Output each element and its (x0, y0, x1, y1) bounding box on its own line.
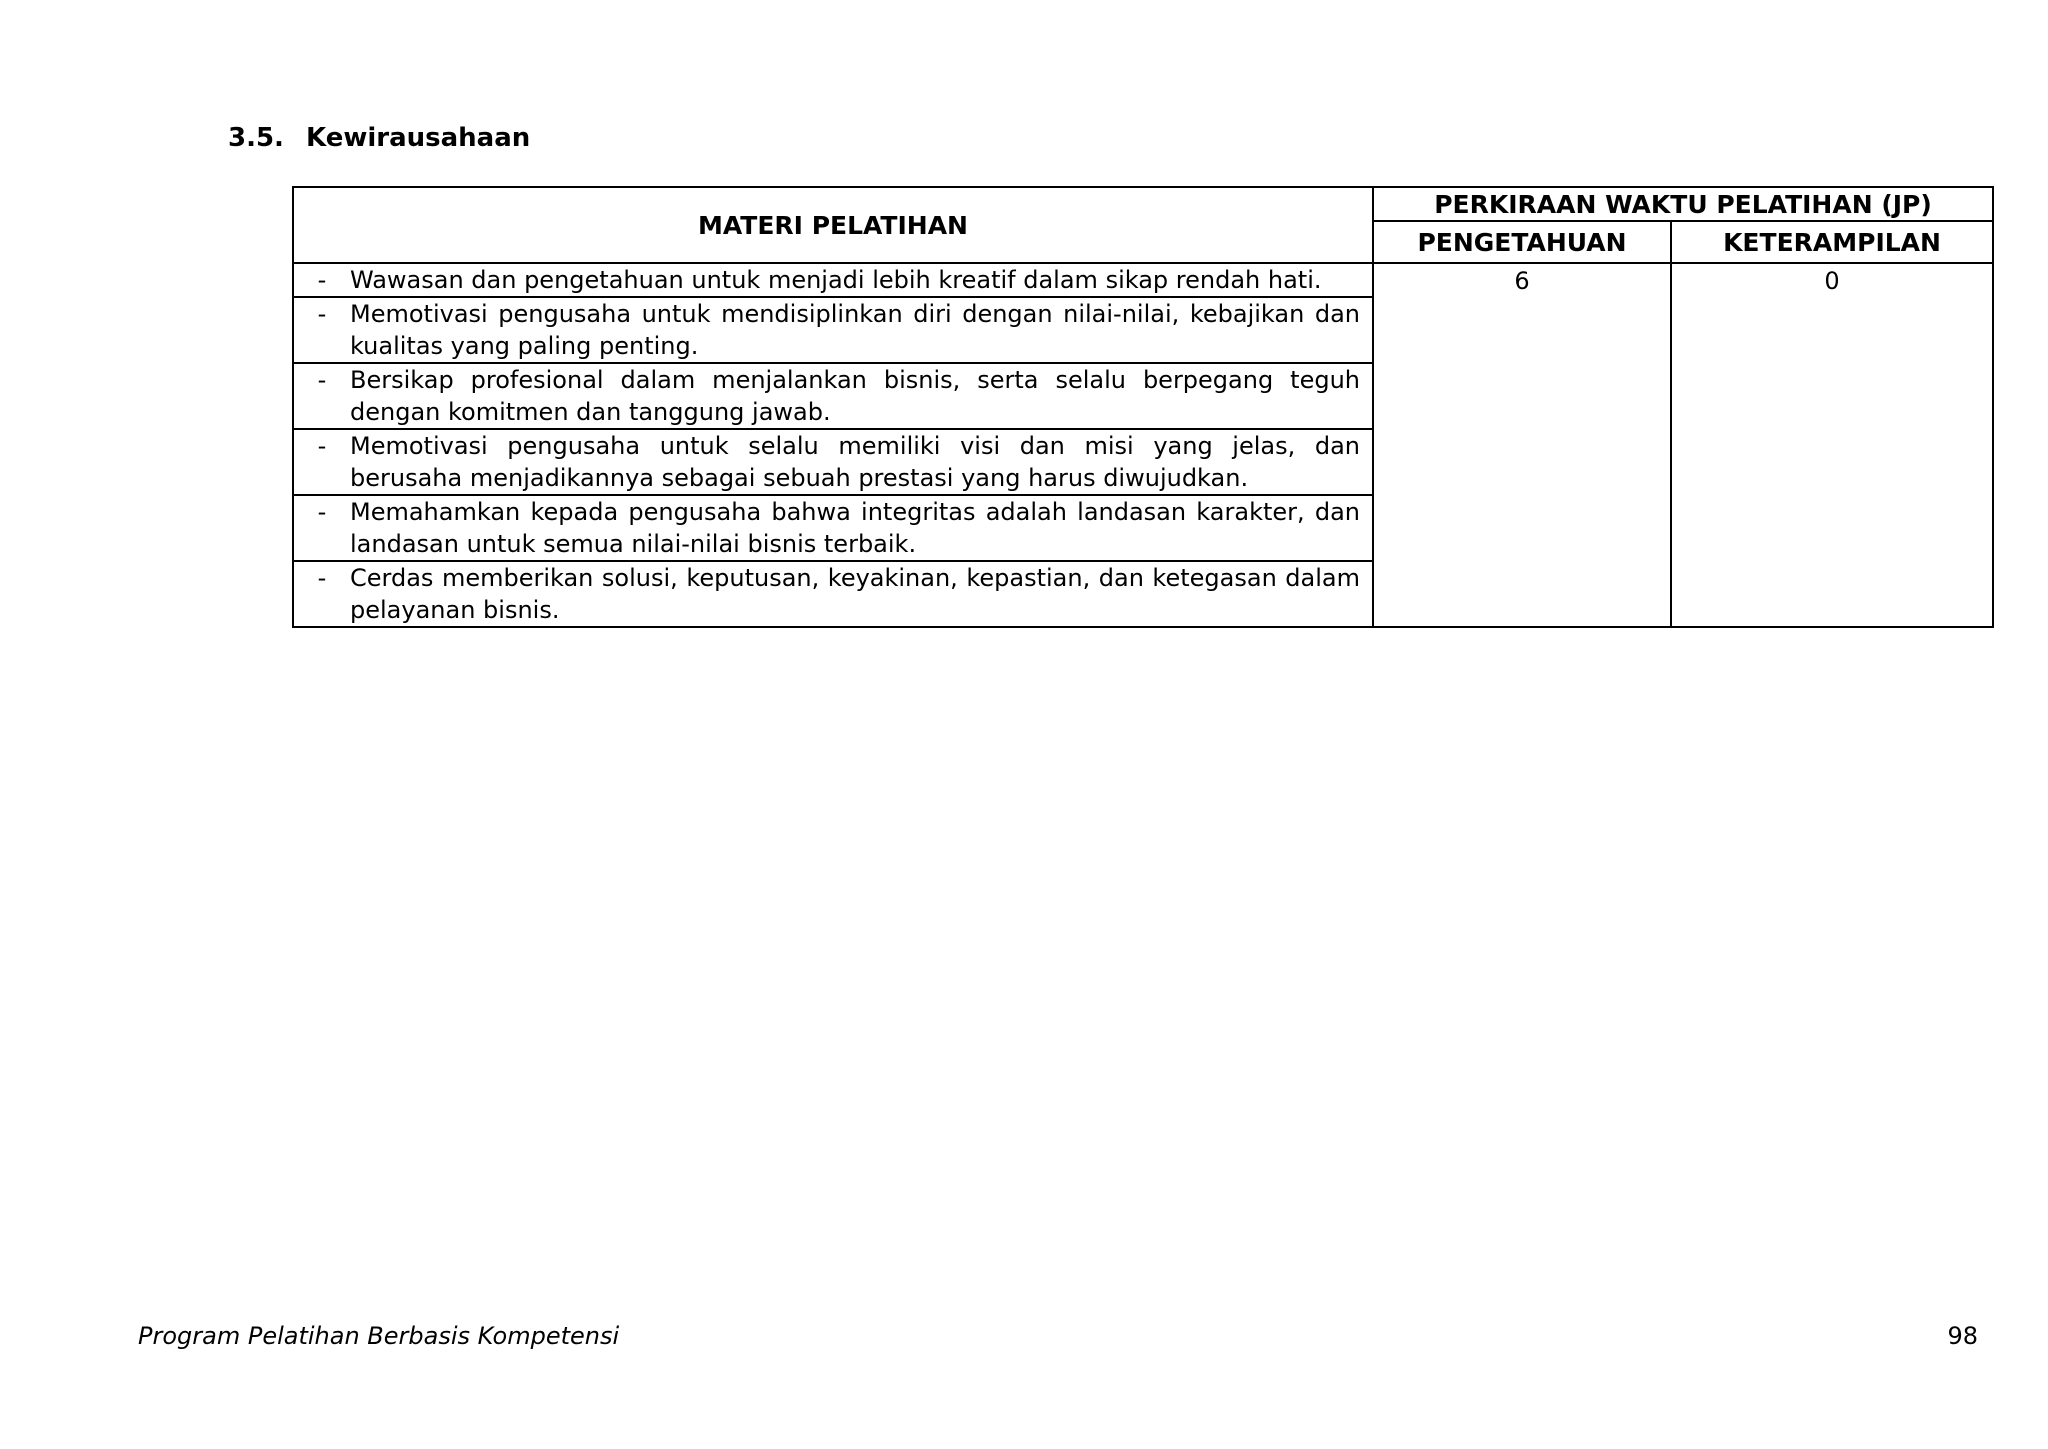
footer-page-number: 98 (1947, 1322, 1978, 1350)
materi-item (293, 263, 1373, 297)
keterampilan-value: 0 (1671, 263, 1993, 627)
materi-item-text: Memotivasi pengusaha untuk mendisiplinkan diri dengan nilai-nilai, kebajikan dan kualitas yang paling penting. (350, 300, 1360, 360)
section-title: Kewirausahaan (306, 123, 531, 153)
materi-item (293, 297, 1373, 363)
materi-item-text: Wawasan dan pengetahuan untuk menjadi lebih kreatif dalam sikap rendah hati. (350, 266, 1322, 294)
materi-table (292, 186, 1994, 628)
materi-item-text: Memotivasi pengusaha untuk selalu memiliki visi dan misi yang jelas, dan berusaha menjadikannya sebagai sebuah prestasi yang harus diwujudkan. (350, 432, 1360, 492)
materi-item (293, 363, 1373, 429)
materi-item (293, 495, 1373, 561)
materi-item-text: Memahamkan kepada pengusaha bahwa integritas adalah landasan karakter, dan landasan untuk semua nilai-nilai bisnis terbaik. (350, 498, 1360, 558)
bullet-dash: - (317, 300, 327, 328)
table-row (293, 263, 1993, 297)
pengetahuan-value: 6 (1373, 263, 1671, 627)
bullet-dash: - (317, 366, 327, 394)
bullet-dash: - (317, 564, 327, 592)
materi-item (293, 561, 1373, 627)
bullet-dash: - (317, 266, 327, 294)
materi-item-text: Cerdas memberikan solusi, keputusan, keyakinan, kepastian, dan ketegasan dalam pelayanan bisnis. (350, 564, 1360, 624)
section-heading (228, 120, 530, 156)
bullet-dash: - (317, 432, 327, 460)
bullet-dash: - (317, 498, 327, 526)
materi-item-text: Bersikap profesional dalam menjalankan bisnis, serta selalu berpegang teguh dengan komitmen dan tanggung jawab. (350, 366, 1360, 426)
materi-item (293, 429, 1373, 495)
section-number: 3.5. (228, 123, 284, 153)
header-materi-pelatihan: MATERI PELATIHAN (293, 187, 1373, 263)
footer-program-title: Program Pelatihan Berbasis Kompetensi (138, 1322, 620, 1350)
header-pengetahuan: PENGETAHUAN (1373, 221, 1671, 263)
header-keterampilan: KETERAMPILAN (1671, 221, 1993, 263)
header-perkiraan-waktu: PERKIRAAN WAKTU PELATIHAN (JP) (1373, 187, 1993, 221)
